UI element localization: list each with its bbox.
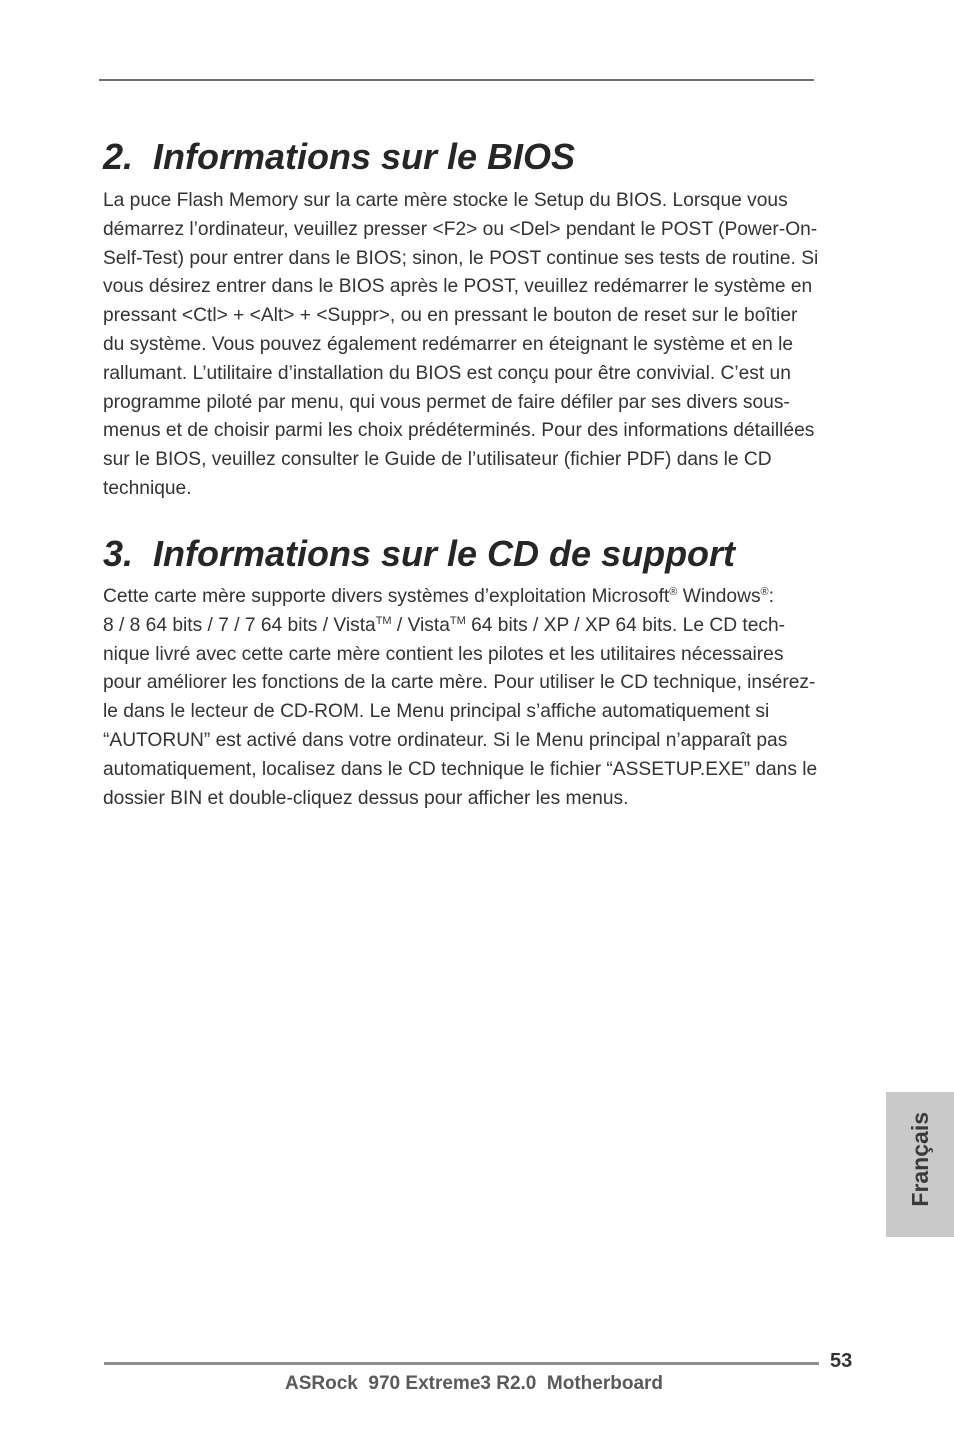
paragraph-line: menus et de choisir parmi les choix prédéterminés. Pour des informations détaillées	[103, 420, 815, 442]
line-text: / Vista	[391, 614, 450, 636]
paragraph-line: sur le BIOS, veuillez consulter le Guide de l’utilisateur (fichier PDF) dans le CD	[103, 449, 772, 471]
paragraph-line	[103, 612, 817, 641]
registered-mark: ®	[760, 586, 769, 598]
paragraph-line: nique livré avec cette carte mère contient les pilotes et les utilitaires nécessaires	[103, 643, 784, 665]
footer-rule	[104, 1362, 819, 1365]
section-title: Informations sur le BIOS	[153, 136, 576, 177]
section-number: 3.	[103, 533, 134, 574]
section-title: Informations sur le CD de support	[153, 533, 736, 574]
section-paragraph	[103, 583, 817, 813]
paragraph-line: programme piloté par menu, qui vous permet de faire défiler par ses divers sous-	[103, 391, 790, 413]
line-text: 8 / 8 64 bits / 7 / 7 64 bits / Vista	[103, 614, 376, 636]
paragraph-line: La puce Flash Memory sur la carte mère stocke le Setup du BIOS. Lorsque vous	[103, 190, 788, 211]
page-number: 53	[830, 1350, 853, 1372]
language-tab-label: Français	[907, 1111, 933, 1207]
line-text: :	[768, 586, 774, 607]
line-text: Windows	[677, 586, 761, 607]
paragraph-line: le dans le lecteur de CD-ROM. Le Menu principal s’affiche automatiquement si	[103, 701, 770, 723]
registered-mark: ®	[669, 586, 678, 598]
paragraph-line: pressant <Ctl> + <Alt> + <Suppr>, ou en pressant le bouton de reset sur le boîtier	[103, 305, 798, 327]
trademark-mark: TM	[375, 614, 392, 627]
paragraph-line: automatiquement, localisez dans le CD technique le fichier “ASSETUP.EXE” dans le	[103, 758, 818, 780]
paragraph-line	[103, 583, 817, 612]
paragraph-line: du système. Vous pouvez également redémarrer en éteignant le système et en le	[103, 333, 794, 355]
footer-product-name: ASRock 970 Extreme3 R2.0 Motherboard	[285, 1373, 664, 1394]
section-number: 2.	[103, 136, 134, 177]
line-text: Cette carte mère supporte divers systèmes d’exploitation Microsoft	[103, 586, 670, 607]
paragraph-line: démarrez l’ordinateur, veuillez presser <F2> ou <Del> pendant le POST (Power-On-	[103, 218, 818, 240]
language-side-tab	[886, 1092, 954, 1237]
paragraph-line: vous désirez entrer dans le BIOS après le POST, veuillez redémarrer le système en	[103, 276, 813, 298]
paragraph-line: “AUTORUN” est activé dans votre ordinateur. Si le Menu principal n’apparaît pas	[103, 729, 788, 751]
trademark-mark: TM	[449, 614, 466, 627]
section-heading	[103, 533, 736, 574]
section-paragraph	[103, 187, 818, 504]
paragraph-line: pour améliorer les fonctions de la carte mère. Pour utiliser le CD technique, insérez-	[103, 672, 816, 694]
paragraph-line: Self-Test) pour entrer dans le BIOS; sinon, le POST continue ses tests de routine. Si	[103, 247, 819, 269]
section-heading	[103, 136, 576, 177]
header-rule	[99, 79, 814, 81]
paragraph-line: rallumant. L’utilitaire d’installation du BIOS est conçu pour être convivial. C’est un	[103, 362, 791, 384]
line-text: 64 bits / XP / XP 64 bits. Le CD tech-	[465, 614, 786, 636]
paragraph-line: dossier BIN et double-cliquez dessus pour afficher les menus.	[103, 787, 629, 809]
paragraph-line: technique.	[103, 477, 192, 499]
